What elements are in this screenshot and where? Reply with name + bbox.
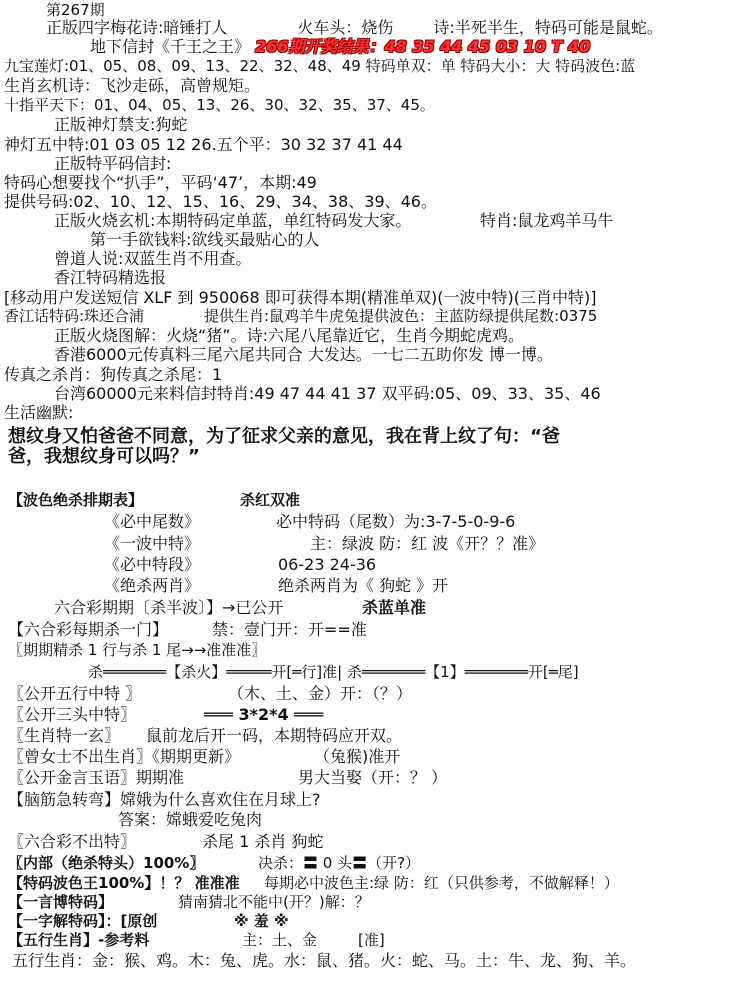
special-zodiac: 特肖:鼠龙鸡羊马牛 — [480, 211, 614, 230]
half-wave-line — [54, 598, 427, 617]
segment-label: 《必中特段》 — [104, 555, 201, 574]
zodiac-mystery-label: 〖生肖特一玄〗 — [8, 726, 121, 745]
fire-mystery-line — [54, 211, 614, 230]
element-zodiac-main: 主：土、金 — [242, 931, 318, 949]
nine-lotus-lamp: 九宝莲灯:01、05、08、09、13、22、32、48、49 特码单双：单 特码大小：大 特码波色:蓝 — [4, 57, 636, 75]
five-elements-value: （木、土、金）开：（？） — [228, 684, 413, 703]
wave-king-value: 每期必中波色主:绿 防：红（只供参考，不做解释！） — [264, 874, 619, 892]
life-humor: 生活幽默: — [4, 403, 74, 422]
wave-line — [104, 534, 545, 553]
kill-two-value: 绝杀两肖为《 狗蛇 》开 — [278, 576, 449, 595]
taiwan-envelope: 台湾60000元来料信封特肖:49 47 44 41 37 双平码:05、09、33、35、46 — [54, 384, 601, 403]
joke-line-2: 爸，我想纹身可以吗？” — [8, 446, 200, 467]
segment-line — [104, 555, 377, 574]
fax-kill: 传真之杀肖：狗传真之杀尾：1 — [4, 365, 223, 384]
draw-result: 266期开奖结果：48 35 44 45 03 10 T 40 — [255, 37, 591, 56]
fire-mystery: 正版火烧玄机:本期特码定单蓝，单红特码发大家。 — [54, 211, 412, 230]
wave-king-label: 【特码波色王100%】！？ 准准准 — [8, 874, 240, 892]
pickpocket-line: 特码心想要找个“扒手”，平码‘47’，本期:49 — [4, 173, 317, 192]
one-word-value: 猜南猜北不能中(开？)解：？ — [178, 893, 370, 911]
madam-zeng-line — [8, 747, 401, 766]
kill-two-line — [104, 576, 449, 595]
no-special-line — [8, 832, 324, 851]
first-hand: 第一手欲钱料:欲线买最贴心的人 — [90, 230, 320, 249]
no-special-value: 杀尾 1 杀肖 狗蛇 — [202, 832, 324, 851]
zodiac-mystery-value: 鼠前龙后开一码，本期特码应开双。 — [146, 726, 403, 745]
madam-zeng-label: 〖曾女士不出生肖〗《期期更新》 — [8, 747, 241, 766]
one-char-value: ※ 羞 ※ — [234, 912, 289, 930]
kill-red-even: 杀红双准 — [240, 491, 301, 509]
one-char-label: 【一字解特码】：[原创 — [8, 912, 158, 930]
plum-poem: 正版四字梅花诗:暗锤打人 — [46, 18, 228, 37]
one-word-line — [8, 893, 370, 911]
kill-door-label: 【六合彩每期杀一门】 — [8, 620, 169, 639]
flat-envelope: 正版特平码信封: — [54, 154, 172, 173]
wave-value: 主：绿波 防：红 波《开？？准》 — [310, 534, 545, 553]
half-poem: 诗:半死半生，特码可能是鼠蛇。 — [433, 18, 663, 37]
wave-table-label: 【波色绝杀排期表】 — [8, 491, 144, 509]
five-elements-line — [8, 684, 413, 703]
segment-value: 06-23 24-36 — [278, 555, 377, 574]
tail-label: 《必中尾数》 — [104, 512, 201, 531]
line-envelope-result — [90, 38, 590, 56]
train-head: 火车头：烧伤 — [297, 18, 394, 37]
three-heads-value: ═══ 3*2*4 ═══ — [204, 705, 324, 724]
no-special-label: 〖六合彩不出特〗 — [8, 832, 137, 851]
three-heads-label: 〖公开三头中特〗 — [8, 705, 137, 724]
ten-fingers: 十指平天下：01、04、05、13、26、30、32、35、37、45。 — [4, 96, 435, 114]
golden-words-value: 男大当娶（开：？ ） — [298, 768, 448, 787]
kill-door-line — [8, 620, 367, 639]
element-zodiac-label: 【五行生肖】-参考料 — [8, 931, 150, 949]
riddle-question: 【脑筋急转弯】嫦娥为什么喜欢住在月球上? — [8, 790, 321, 809]
issue-number: 第267期 — [46, 1, 105, 19]
madam-zeng-value: （兔猴)准开 — [314, 747, 401, 766]
element-zodiac-tag: [准] — [358, 931, 385, 949]
one-char-line — [8, 912, 289, 930]
sms-promo: [移动用户发送短信 XLF 到 950068 即可获得本期(精准单双)(一波中特)(三肖中特)] — [4, 288, 597, 307]
zeng-says: 曾道人说:双蓝生肖不用查。 — [54, 249, 252, 268]
kill-row-tail: 〖期期精杀 1 行与杀 1 尾→→准准准〗 — [8, 641, 267, 659]
inner-kill-value: 决杀：〓 0 头〓（开?） — [258, 854, 421, 872]
xiangjiang-special: 香江话特码:珠还合浦 — [4, 307, 145, 325]
element-zodiac-line — [8, 931, 385, 949]
inner-kill-label: 〖内部（绝杀特头）100%〗 — [8, 854, 205, 872]
kill-two-label: 《绝杀两肖》 — [104, 576, 201, 595]
kill-door-value: 禁：壹门开：开==准 — [212, 620, 367, 639]
provided-zodiac: 提供生肖:鼠鸡羊牛虎兔提供波色：主蓝防绿提供尾数:0375 — [204, 307, 598, 325]
golden-words-line — [8, 768, 448, 787]
xiangjiang-report: 香江特码精选报 — [54, 268, 167, 287]
five-elements-label: 〖公开五行中特 〗 — [8, 684, 142, 703]
lamp-forbidden: 正版神灯禁支:狗蛇 — [54, 115, 188, 134]
inner-kill-line — [8, 854, 421, 872]
underground-envelope: 地下信封《千王之王》 — [90, 37, 251, 56]
one-word-label: 【一言博特码】 — [8, 893, 114, 911]
line-plum-poem — [46, 19, 663, 37]
zodiac-mystery-line — [8, 726, 403, 745]
joke-line-1: 想纹身又怕爸爸不同意，为了征求父亲的意见，我在背上纹了句：“爸 — [8, 426, 560, 447]
xiangjiang-line — [4, 307, 598, 325]
wave-label: 《一波中特》 — [104, 534, 201, 553]
wave-king-line — [8, 874, 619, 892]
riddle-answer: 答案：嫦蛾爱吃兔肉 — [118, 810, 263, 829]
half-wave-label: 六合彩期期〔杀半波〕】→已公开 — [54, 598, 284, 617]
wave-table-title — [8, 491, 301, 509]
hongkong-fax: 香港6000元传真料三尾六尾共同合 大发达。一七二五助你发 博一博。 — [54, 345, 553, 364]
tail-line — [104, 512, 516, 531]
lamp-five: 神灯五中特:01 03 05 12 26.五个平：30 32 37 41 44 — [4, 135, 403, 154]
three-heads-line — [8, 705, 324, 724]
provided-numbers: 提供号码:02、10、12、15、16、29、34、38、39、46。 — [4, 192, 437, 211]
golden-words-label: 〖公开金言玉语〗期期准 — [8, 768, 185, 787]
kill-fire-bar: 杀═══════【杀火】═════开[═行]准| 杀═══════【1】═══════开[═尾] — [88, 663, 579, 681]
kill-blue-odd: 杀蓝单准 — [362, 598, 427, 617]
fire-diagram: 正版火烧图解：火烧“猪”。诗:六尾八尾靠近它，生肖今期蛇虎鸡。 — [54, 326, 524, 345]
tail-value: 必中特码（尾数）为:3-7-5-0-9-6 — [276, 512, 516, 531]
element-zodiac-list: 五行生肖：金：猴、鸡。木：兔、虎。水：鼠、猪。火：蛇、马。土：牛、龙、狗、羊。 — [12, 951, 637, 970]
zodiac-poem: 生肖玄机诗：飞沙走砾，高曾规矩。 — [4, 76, 261, 95]
